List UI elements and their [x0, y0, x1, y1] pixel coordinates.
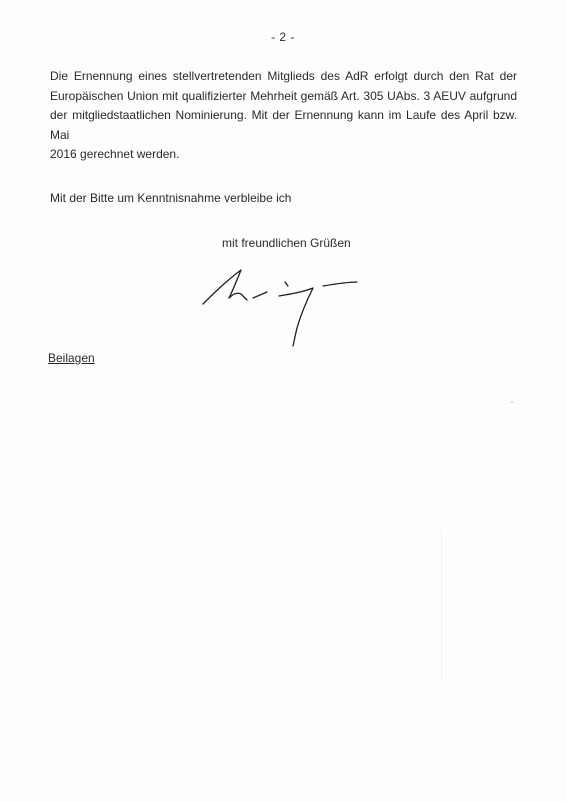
paragraph-line: Europäischen Union mit qualifizierter Mehrheit gemäß Art. 305 UAbs. 3 AEUV aufgrund — [50, 88, 517, 103]
scan-artifact-line — [441, 530, 442, 680]
handwritten-signature — [195, 258, 365, 350]
closing-sentence: Mit der Bitte um Kenntnisnahme verbleibe ich — [50, 191, 292, 205]
paragraph-line: der mitgliedstaatlichen Nominierung. Mit der Ernennung kann im Laufe des April bzw. Mai — [50, 108, 517, 142]
enclosures-label: Beilagen — [48, 351, 95, 365]
scan-speck — [511, 401, 513, 403]
scan-speck — [30, 38, 31, 39]
paragraph-line: Die Ernennung eines stellvertretenden Mitglieds des AdR erfolgt durch den Rat der — [50, 69, 517, 83]
page-number: - 2 - — [271, 30, 295, 44]
greeting: mit freundlichen Grüßen — [222, 236, 351, 250]
paragraph-line: 2016 gerechnet werden. — [50, 147, 180, 161]
body-paragraph — [50, 67, 517, 165]
